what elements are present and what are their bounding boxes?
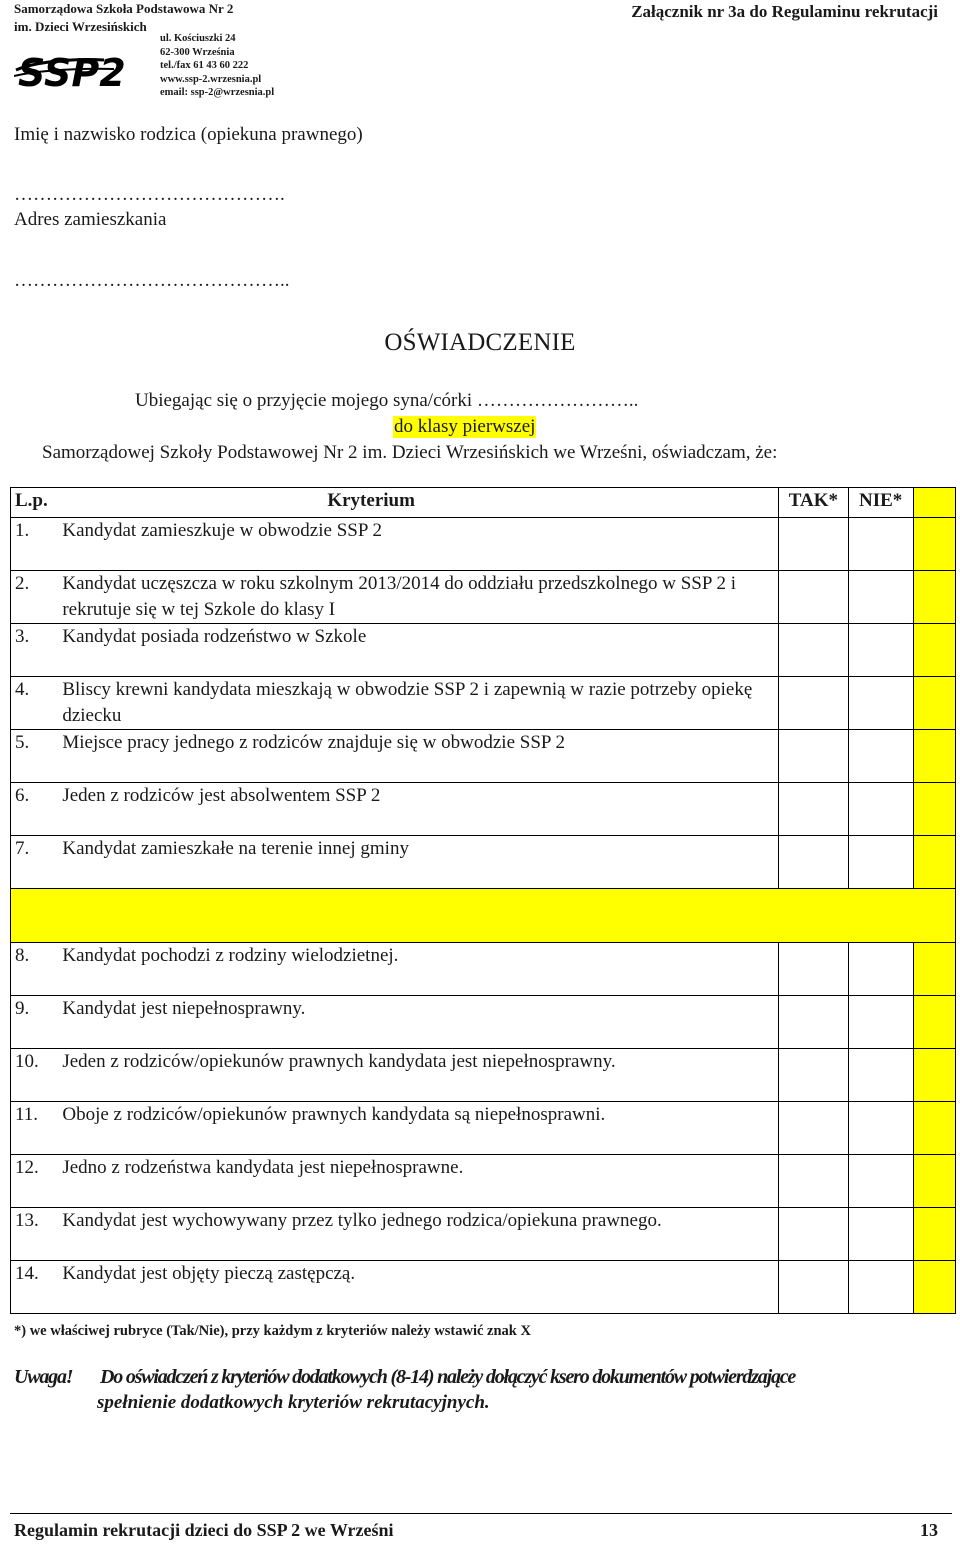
note-text-continued: spełnienie dodatkowych kryteriów rekrutacyjnych. xyxy=(97,1392,490,1413)
email-link[interactable]: email: ssp-2@wrzesnia.pl xyxy=(160,87,275,98)
row-number: 8. xyxy=(11,943,63,996)
yes-checkbox[interactable] xyxy=(779,624,849,677)
row-criterion: Jedno z rodzeństwa kandydata jest niepełnosprawne. xyxy=(62,1155,778,1208)
yellow-cell xyxy=(913,624,955,677)
row-number: 2. xyxy=(11,571,63,624)
row-criterion: Kandydat pochodzi z rodziny wielodzietnej. xyxy=(62,943,778,996)
row-criterion: Jeden z rodziców jest absolwentem SSP 2 xyxy=(62,783,778,836)
table-row xyxy=(11,996,956,1049)
row-number: 4. xyxy=(11,677,63,730)
yellow-column xyxy=(913,488,955,518)
no-checkbox[interactable] xyxy=(848,836,913,889)
yellow-cell xyxy=(913,943,955,996)
row-criterion: Kandydat zamieszkuje w obwodzie SSP 2 xyxy=(62,518,778,571)
table-row xyxy=(11,571,956,624)
yellow-cell xyxy=(913,677,955,730)
yes-checkbox[interactable] xyxy=(779,677,849,730)
row-number: 3. xyxy=(11,624,63,677)
row-criterion: Kandydat jest wychowywany przez tylko jednego rodzica/opiekuna prawnego. xyxy=(62,1208,778,1261)
row-criterion: Kandydat jest niepełnosprawny. xyxy=(62,996,778,1049)
yes-checkbox[interactable] xyxy=(779,1049,849,1102)
statement-title: OŚWIADCZENIE xyxy=(384,329,576,356)
yellow-cell xyxy=(913,571,955,624)
criteria-table xyxy=(10,487,956,1314)
row-criterion: Kandydat posiada rodzeństwo w Szkole xyxy=(62,624,778,677)
school-name-line2: im. Dzieci Wrzesińskich xyxy=(14,19,147,34)
statement-line1: Ubiegając się o przyjęcie mojego syna/córki …………………….. xyxy=(135,390,639,411)
parent-name-label: Imię i nazwisko rodzica (opiekuna prawnego) xyxy=(14,124,363,145)
note-text: Do oświadczeń z kryteriów dodatkowych (8-14) należy dołączyć ksero dokumentów potwierdzające xyxy=(100,1366,796,1388)
yellow-cell xyxy=(913,836,955,889)
school-name xyxy=(14,0,233,36)
table-row xyxy=(11,624,956,677)
footer-title: Regulamin rekrutacji dzieci do SSP 2 we Wrześni xyxy=(14,1520,394,1540)
row-number: 10. xyxy=(11,1049,63,1102)
no-checkbox[interactable] xyxy=(848,730,913,783)
no-checkbox[interactable] xyxy=(848,518,913,571)
row-criterion: Bliscy krewni kandydata mieszkają w obwodzie SSP 2 i zapewnią w razie potrzeby opiekę dziecku xyxy=(62,677,778,730)
row-criterion: Kandydat uczęszcza w roku szkolnym 2013/2014 do oddziału przedszkolnego w SSP 2 i rekrutuje się w tej Szkole do klasy I xyxy=(62,571,778,624)
parent-name-field[interactable]: ……………………………………. xyxy=(14,184,285,205)
table-row xyxy=(11,1261,956,1314)
row-criterion: Miejsce pracy jednego z rodziców znajduje się w obwodzie SSP 2 xyxy=(62,730,778,783)
yes-checkbox[interactable] xyxy=(779,943,849,996)
yellow-cell xyxy=(913,783,955,836)
header-yes: TAK* xyxy=(779,488,849,518)
row-number: 11. xyxy=(11,1102,63,1155)
yellow-cell xyxy=(913,1261,955,1314)
no-checkbox[interactable] xyxy=(848,571,913,624)
yes-checkbox[interactable] xyxy=(779,996,849,1049)
yes-checkbox[interactable] xyxy=(779,783,849,836)
yellow-cell xyxy=(913,1155,955,1208)
web-link[interactable]: www.ssp-2.wrzesnia.pl xyxy=(160,73,262,85)
row-criterion: Kandydat jest objęty pieczą zastępczą. xyxy=(62,1261,778,1314)
row-number: 7. xyxy=(11,836,63,889)
no-checkbox[interactable] xyxy=(848,943,913,996)
statement-class: do klasy pierwszej xyxy=(394,416,536,437)
yellow-separator-row xyxy=(11,889,956,943)
row-criterion: Kandydat zamieszkałe na terenie innej gminy xyxy=(62,836,778,889)
yes-checkbox[interactable] xyxy=(779,571,849,624)
yes-checkbox[interactable] xyxy=(779,836,849,889)
table-row xyxy=(11,1155,956,1208)
yellow-cell xyxy=(913,730,955,783)
phone: tel./fax 61 43 60 222 xyxy=(160,60,249,71)
row-criterion: Oboje z rodziców/opiekunów prawnych kandydata są niepełnosprawni. xyxy=(62,1102,778,1155)
table-row xyxy=(11,783,956,836)
row-number: 6. xyxy=(11,783,63,836)
no-checkbox[interactable] xyxy=(848,677,913,730)
address: ul. Kościuszki 24 xyxy=(160,33,236,44)
no-checkbox[interactable] xyxy=(848,1155,913,1208)
row-number: 14. xyxy=(11,1261,63,1314)
footer-divider xyxy=(10,1513,952,1514)
note-label: Uwaga! xyxy=(14,1366,73,1388)
address-field[interactable]: …………………………………….. xyxy=(14,270,290,291)
annex-title: Załącznik nr 3a do Regulaminu rekrutacji xyxy=(631,2,938,21)
ssp2-logo xyxy=(14,40,152,92)
header-criterion: Kryterium xyxy=(62,488,778,518)
table-row xyxy=(11,1102,956,1155)
row-criterion: Jeden z rodziców/opiekunów prawnych kandydata jest niepełnosprawny. xyxy=(62,1049,778,1102)
row-number: 12. xyxy=(11,1155,63,1208)
logo-text: SSP2 xyxy=(18,51,126,92)
yes-checkbox[interactable] xyxy=(779,730,849,783)
table-row xyxy=(11,1049,956,1102)
statement-line3: Samorządowej Szkoły Podstawowej Nr 2 im. Dzieci Wrzesińskich we Wrześni, oświadczam, że: xyxy=(42,442,778,463)
no-checkbox[interactable] xyxy=(848,996,913,1049)
header-lp: L.p. xyxy=(11,488,63,518)
row-number: 5. xyxy=(11,730,63,783)
footnote: *) we właściwej rubryce (Tak/Nie), przy każdym z kryteriów należy wstawić znak X xyxy=(14,1323,531,1339)
yes-checkbox[interactable] xyxy=(779,1261,849,1314)
table-row xyxy=(11,730,956,783)
row-number: 9. xyxy=(11,996,63,1049)
page-number: 13 xyxy=(920,1520,938,1540)
table-row xyxy=(11,1208,956,1261)
no-checkbox[interactable] xyxy=(848,1102,913,1155)
table-row xyxy=(11,518,956,571)
yes-checkbox[interactable] xyxy=(779,518,849,571)
no-checkbox[interactable] xyxy=(848,1208,913,1261)
yellow-cell xyxy=(913,1208,955,1261)
no-checkbox[interactable] xyxy=(848,1049,913,1102)
table-row xyxy=(11,943,956,996)
yes-checkbox[interactable] xyxy=(779,1208,849,1261)
school-name-line1: Samorządowa Szkoła Podstawowa Nr 2 xyxy=(14,1,234,16)
table-row xyxy=(11,677,956,730)
yes-checkbox[interactable] xyxy=(779,1102,849,1155)
yellow-separator xyxy=(11,889,956,943)
postal: 62-300 Września xyxy=(160,46,235,58)
yellow-cell xyxy=(913,518,955,571)
yellow-cell xyxy=(913,996,955,1049)
no-checkbox[interactable] xyxy=(848,783,913,836)
yellow-cell xyxy=(913,1049,955,1102)
no-checkbox[interactable] xyxy=(848,624,913,677)
table-header-row xyxy=(11,488,956,518)
address-label: Adres zamieszkania xyxy=(14,209,167,230)
yellow-cell xyxy=(913,1102,955,1155)
header-no: NIE* xyxy=(848,488,913,518)
school-contact xyxy=(160,32,274,100)
row-number: 13. xyxy=(11,1208,63,1261)
yes-checkbox[interactable] xyxy=(779,1155,849,1208)
no-checkbox[interactable] xyxy=(848,1261,913,1314)
table-row xyxy=(11,836,956,889)
row-number: 1. xyxy=(11,518,63,571)
